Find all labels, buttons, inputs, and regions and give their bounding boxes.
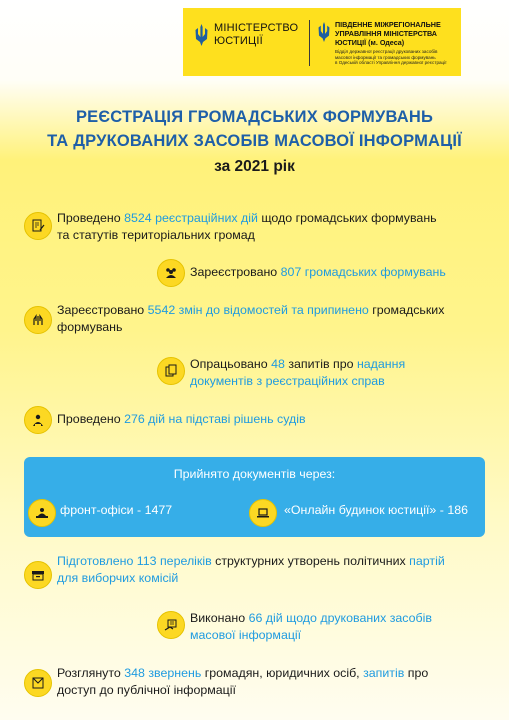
stat-text: та статутів територіальних громад	[57, 228, 255, 242]
letter-icon	[24, 669, 52, 697]
trident-icon	[318, 22, 330, 42]
trident-icon	[195, 24, 208, 46]
office-name-line2: УПРАВЛІННЯ МІНІСТЕРСТВА	[335, 29, 437, 38]
stat-text: Розглянуто	[57, 666, 125, 680]
page-title-line2: ТА ДРУКОВАНИХ ЗАСОБІВ МАСОВОЇ ІНФОРМАЦІЇ	[47, 132, 462, 150]
header-divider	[309, 20, 310, 66]
stat-text: Проведено	[57, 211, 125, 225]
judge-icon	[24, 406, 52, 434]
stat-text: Опрацьовано	[190, 357, 272, 371]
office-sub-line2: масової інформації та громадських формувань	[335, 54, 436, 60]
stat-text: Виконано	[190, 611, 249, 625]
stat-highlight: 5542 змін до відомостей та припинено	[147, 303, 369, 317]
office-logo	[318, 20, 468, 66]
front-office-count: фронт-офіси - 1477	[60, 503, 173, 517]
stat-changes	[57, 302, 444, 336]
document-pen-icon	[24, 212, 52, 240]
hands-icon	[24, 306, 52, 334]
office-sub-line3: в Одеській області Управління державної реєстрації	[335, 60, 447, 66]
stat-requests	[190, 356, 405, 390]
stat-highlight: 348 звернень	[124, 666, 202, 680]
archive-box-icon	[24, 561, 52, 589]
stat-highlight: масової інформації	[190, 628, 302, 642]
newspaper-hand-icon	[157, 611, 185, 639]
stat-highlight: 48	[271, 357, 285, 371]
stat-text: щодо громадських формувань	[257, 211, 437, 225]
stat-highlight: 66 дій щодо друкованих засобів	[248, 611, 432, 625]
ministry-logo	[195, 22, 298, 48]
stat-highlight: 8524 реєстраційних дій	[124, 211, 258, 225]
office-sub-line1: Відділ державної реєстрації друкованих засобів	[335, 49, 438, 54]
documents-received-panel	[24, 457, 485, 537]
stat-mass-media	[190, 610, 432, 644]
online-justice-count: «Онлайн будинок юстиції» - 186	[284, 503, 469, 517]
people-group-icon	[157, 259, 185, 287]
documents-icon	[157, 357, 185, 385]
office-name-line1: ПІВДЕННЕ МІЖРЕГІОНАЛЬНЕ	[335, 20, 441, 29]
stat-text: запитів про	[284, 357, 357, 371]
stat-text: громадських	[368, 303, 445, 317]
stat-highlight: для виборчих комісій	[57, 571, 179, 585]
stat-highlight: 807 громадських формувань	[280, 265, 446, 279]
stat-highlight: надання	[356, 357, 406, 371]
stat-highlight: Підготовлено 113 переліків	[57, 554, 212, 568]
stat-text: Зареєстровано	[57, 303, 148, 317]
stat-registered-formations	[190, 264, 446, 281]
stat-party-lists	[57, 553, 445, 587]
ministry-name-line1: МІНІСТЕРСТВО	[214, 22, 299, 34]
stat-text: про	[404, 666, 429, 680]
laptop-icon	[249, 499, 277, 527]
panel-title: Прийнято документів через:	[173, 467, 336, 481]
page-title-line1: РЕЄСТРАЦІЯ ГРОМАДСЬКИХ ФОРМУВАНЬ	[75, 108, 434, 126]
stat-highlight: запитів	[363, 666, 405, 680]
stat-text: структурних утворень політичних	[211, 554, 410, 568]
stat-text: Проведено	[57, 412, 125, 426]
stat-highlight: партій	[409, 554, 445, 568]
stat-text: формувань	[57, 320, 123, 334]
front-office-icon	[28, 499, 56, 527]
stat-text: громадян, юридичних осіб,	[201, 666, 364, 680]
stat-court-decisions	[57, 411, 306, 428]
office-name-line3: ЮСТИЦІЇ (м. Одеса)	[335, 38, 405, 47]
stat-highlight: 276 дій на підставі рішень судів	[124, 412, 306, 426]
stat-appeals	[57, 665, 428, 699]
stat-text: доступ до публічної інформації	[57, 683, 236, 697]
ministry-name-line2: ЮСТИЦІЇ	[214, 35, 263, 47]
stat-text: Зареєстровано	[190, 265, 281, 279]
page-year: за 2021 рік	[214, 158, 295, 175]
stat-highlight: документів з реєстраційних справ	[190, 374, 385, 388]
stat-registration-actions	[57, 210, 437, 244]
